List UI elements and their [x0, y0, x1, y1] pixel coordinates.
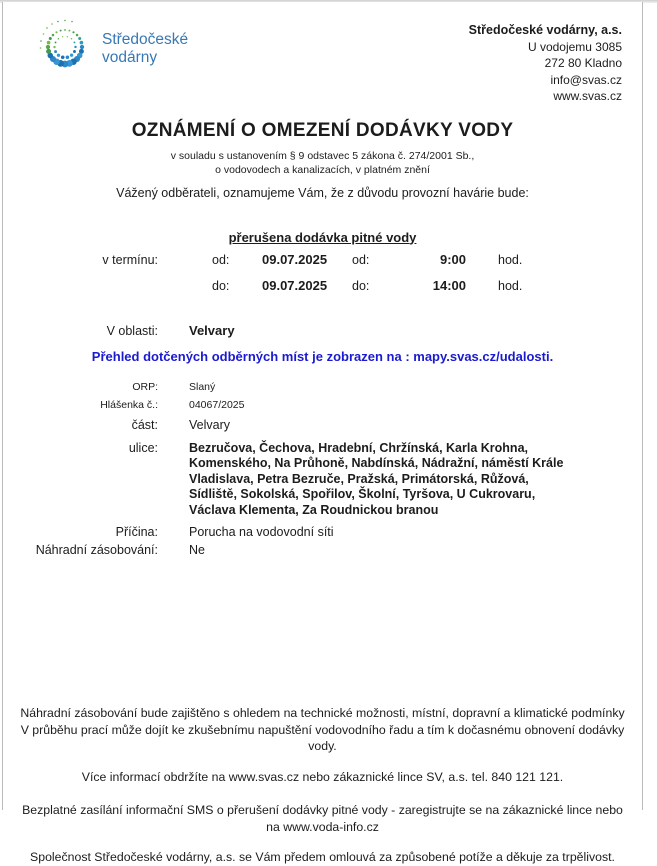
- report-number-row: [3, 396, 642, 414]
- to-date-label: do:: [212, 278, 230, 293]
- from-time-unit: hod.: [498, 252, 523, 267]
- from-time-label: od:: [352, 252, 370, 267]
- orp-row: [3, 378, 642, 396]
- footer-note-info: Více informací obdržíte na www.svas.cz nebo zákaznické lince SV, a.s. tel. 840 121 121.: [81, 769, 564, 784]
- cause-label: Příčina:: [115, 525, 158, 540]
- report-number-value: 04067/2025: [189, 398, 245, 411]
- company-logo: [37, 19, 188, 105]
- part-value: Velvary: [189, 417, 230, 432]
- alt-supply-label: Náhradní zásobování:: [35, 543, 158, 558]
- interruption-dates: [3, 252, 642, 304]
- greeting-text: Vážený odběrateli, oznamujeme Vám, že z důvodu provozní havárie bude:: [116, 185, 529, 200]
- area-row: [3, 323, 642, 338]
- streets-label: ulice:: [128, 440, 158, 455]
- orp-value: Slaný: [189, 380, 216, 393]
- to-time-unit: hod.: [498, 278, 523, 293]
- area-label: V oblasti:: [106, 323, 158, 338]
- cause-row: [3, 525, 642, 539]
- company-city: 272 80 Kladno: [544, 56, 622, 70]
- logo-wordmark-line2: vodárny: [102, 49, 158, 66]
- alt-supply-value: Ne: [189, 543, 205, 558]
- map-notice-link[interactable]: Přehled dotčených odběrných míst je zobrazen na : mapy.svas.cz/udalosti.: [91, 348, 554, 364]
- footer-notes: [3, 705, 642, 866]
- report-number-label: Hlášenka č.:: [100, 398, 158, 411]
- company-email: info@svas.cz: [550, 72, 622, 87]
- date-row-to: [3, 278, 642, 304]
- logo-wordmark-line1: Středočeské: [102, 31, 189, 48]
- to-date-value: 09.07.2025: [262, 277, 328, 293]
- to-time-label: do:: [352, 278, 370, 293]
- company-name: Středočeské vodárny, a.s.: [468, 23, 622, 37]
- legal-line-2: o vodovodech a kanalizacích, v platném znění: [215, 163, 430, 176]
- area-value: Velvary: [189, 322, 235, 338]
- legal-reference: [3, 149, 642, 177]
- part-label: část:: [131, 417, 158, 432]
- date-row-from: [3, 252, 642, 278]
- streets-value: Bezručova, Čechova, Hradební, Chržínská, Karla Krohna, Komenského, Na Průhoně, Nabdínská, Nádražní, náměstí Krále Vladislava, Petra Bezruče, Pražská, Primátorská, Růžová, Sídliště, Sokolská, Spořilov, Školní, Tyršova, U Cukrovaru, Václava Klementa, Za Roudnickou branou: [189, 440, 564, 517]
- page-title: OZNÁMENÍ O OMEZENÍ DODÁVKY VODY: [131, 119, 514, 141]
- from-date-value: 09.07.2025: [262, 251, 328, 267]
- document-page: [2, 2, 643, 865]
- logo-wordmark: [102, 31, 188, 67]
- part-row: [3, 418, 642, 438]
- legal-line-1: v souladu s ustanovením § 9 odstavec 5 zákona č. 274/2001 Sb.,: [170, 149, 475, 162]
- company-contact-block: [469, 19, 622, 105]
- from-time-value: 9:00: [439, 251, 466, 267]
- to-time-value: 14:00: [432, 277, 466, 293]
- logo-dots-icon: [37, 19, 95, 75]
- footer-note-sms: Bezplatné zasílání informační SMS o přerušení dodávky pitné vody - zaregistrujte se na zákaznické lince nebo na www.voda-info.cz: [22, 803, 623, 834]
- from-date-label: od:: [212, 252, 230, 267]
- term-label: v termínu:: [102, 252, 158, 267]
- cause-value: Porucha na vodovodní síti: [189, 525, 334, 540]
- interruption-heading: přerušena dodávka pitné vody: [228, 229, 417, 245]
- document-header: [3, 2, 642, 105]
- footer-note-works: V průběhu prací může dojít ke zkušebnímu napuštění vodovodního řadu a tím k dočasnému obnovení dodávky vody.: [20, 722, 625, 754]
- footer-note-supply: Náhradní zásobování bude zajištěno s ohledem na technické možnosti, místní, dopravní a klimatické podmínky: [20, 706, 625, 721]
- company-street: U vodojemu 3085: [527, 39, 622, 54]
- orp-label: ORP:: [132, 380, 158, 393]
- footer-note-apology: Společnost Středočeské vodárny, a.s. se Vám předem omlouvá za způsobené potíže a děkuje za trpělivost.: [30, 850, 615, 865]
- alt-supply-row: [3, 543, 642, 557]
- company-website: www.svas.cz: [553, 89, 622, 103]
- streets-row: [3, 441, 642, 519]
